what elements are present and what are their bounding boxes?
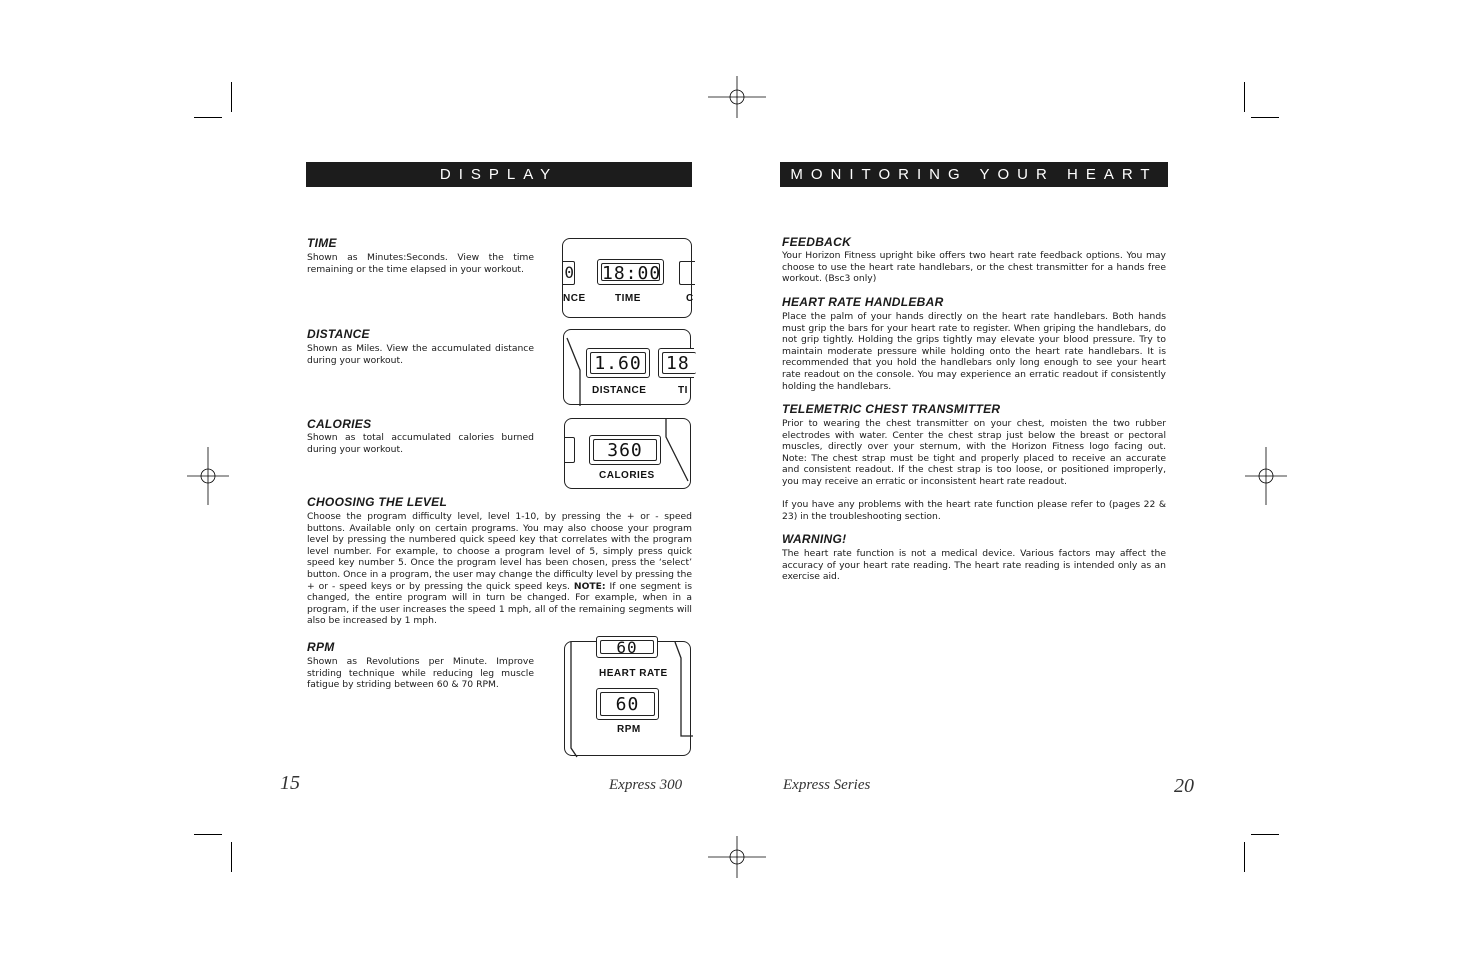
- distance-display-panel: [563, 329, 691, 405]
- crop-mark: [1244, 842, 1245, 872]
- rpm-display-panel: [564, 638, 691, 756]
- section-heading-chest-transmitter: TELEMETRIC CHEST TRANSMITTER: [782, 402, 1001, 416]
- rpm-label: RPM: [617, 724, 641, 735]
- registration-mark-icon: [1237, 447, 1295, 505]
- section-body-feedback: Your Horizon Fitness upright bike offers two heart rate feedback options. You may choose to use the heart rate handlebars, or the chest transmitter for a hands free workout. (Bsc3 only): [782, 250, 1166, 285]
- heart-rate-readout: 60: [600, 640, 654, 654]
- registration-mark-icon: [708, 68, 766, 126]
- time-lcd: [597, 259, 664, 285]
- next-readout: 18: [662, 352, 696, 374]
- crop-mark: [194, 834, 222, 835]
- section-body-warning: The heart rate function is not a medical device. Various factors may affect the accuracy of your heart rate reading. The heart rate reading is intended only as an exercise aid.: [782, 548, 1166, 583]
- crop-mark: [194, 117, 222, 118]
- calories-display-panel: [564, 418, 691, 489]
- section-heading-distance: DISTANCE: [307, 327, 370, 341]
- time-label: TIME: [615, 293, 641, 304]
- distance-label: DISTANCE: [592, 385, 647, 396]
- crop-mark: [231, 842, 232, 872]
- registration-mark-icon: [179, 447, 237, 505]
- rpm-lcd: [596, 688, 659, 720]
- console-bevel-icon: [673, 642, 693, 757]
- crop-mark: [231, 82, 232, 112]
- level-note-text: If one segment is changed, the entire program will in turn be changed. For example, when in a program, if the user increases the speed 1 mph, all of the remaining segments will also be increased by 1 mph.: [307, 580, 692, 627]
- crop-mark: [1251, 117, 1279, 118]
- section-body-handlebar: Place the palm of your hands directly on the heart rate handlebars. Both hands must grip the bars for your heart rate to register. When griping the handlebars, do not grip tightly. Holding the grips tightly may elevate your blood pressure. Try to maintain moderate pressure while holding onto the heart rate handlebars. It is recommended that you hold the handlebars only long enough to see your heart rate readout on the console. You may experience an erratic readout if consistently holding the handlebars.: [782, 311, 1166, 392]
- section-heading-handlebar: HEART RATE HANDLEBAR: [782, 295, 944, 309]
- calories-lcd: [589, 435, 661, 465]
- section-body-rpm: Shown as Revolutions per Minute. Improve striding technique while reducing leg muscle fatigue by striding between 60 & 70 RPM.: [307, 656, 534, 691]
- calories-label: CALORIES: [599, 470, 655, 481]
- section-body-level: [307, 511, 692, 627]
- console-bevel-icon: [662, 419, 692, 490]
- distance-label-fragment: NCE: [563, 293, 586, 304]
- section-heading-warning: WARNING!: [782, 532, 847, 546]
- left-page-header: DISPLAY: [306, 162, 692, 187]
- section-body-troubleshooting: If you have any problems with the heart rate function please refer to (pages 22 & 23) in the troubleshooting section.: [782, 499, 1166, 522]
- level-text: Choose the program difficulty level, level 1-10, by pressing the + or - speed buttons. Available only on certain programs. You may also choose your program level by pressing the numbered quick speed key that correlates with the program level number. For example, to choose a program level of 5, simply press quick speed key number 5. Once the program level has been chosen, press the ‘select’ button. Once in a program, the user may change the difficulty level by pressing the + or - speed keys or by pressing the quick speed keys.: [307, 511, 692, 592]
- right-page-number: 20: [1174, 775, 1194, 797]
- crop-mark: [1244, 82, 1245, 112]
- distance-lcd: [586, 348, 650, 378]
- next-label-fragment: C: [686, 293, 694, 304]
- crop-mark: [1251, 834, 1279, 835]
- note-label: NOTE:: [573, 580, 606, 592]
- left-page-footer: Express 300: [609, 777, 683, 793]
- next-label-fragment: TI: [678, 385, 688, 396]
- next-lcd: [658, 348, 694, 378]
- section-body-distance: Shown as Miles. View the accumulated distance during your workout.: [307, 343, 534, 366]
- section-body-calories: Shown as total accumulated calories burned during your workout.: [307, 432, 534, 455]
- section-body-time: Shown as Minutes:Seconds. View the time remaining or the time elapsed in your workout.: [307, 252, 534, 275]
- registration-mark-icon: [708, 828, 766, 886]
- section-heading-calories: CALORIES: [307, 417, 372, 431]
- right-page-header: MONITORING YOUR HEART RATE: [780, 162, 1168, 187]
- section-body-chest-transmitter: Prior to wearing the chest transmitter on your chest, moisten the two rubber electrodes with water. Center the chest strap just below the breast or pectoral muscles, directly over your sternum, with the Horizon Fitness logo facing out. Note: The chest strap must be tight and properly placed to receive an accurate and consistent readout. If the chest strap is too loose, or positioned improperly, you may receive an erratic or inconsistent heart rate readout.: [782, 418, 1166, 487]
- heart-rate-label: HEART RATE: [599, 668, 668, 679]
- calories-readout: 360: [593, 439, 657, 461]
- rpm-readout: 60: [600, 692, 655, 716]
- section-heading-feedback: FEEDBACK: [782, 235, 852, 249]
- section-heading-level: CHOOSING THE LEVEL: [307, 495, 448, 509]
- section-heading-time: TIME: [307, 236, 337, 250]
- section-heading-rpm: RPM: [307, 640, 335, 654]
- time-readout: 18:00: [602, 263, 662, 284]
- console-bevel-icon: [565, 642, 585, 757]
- distance-readout: 1.60: [590, 352, 646, 374]
- time-display-panel: 0 18:00 NCE TIME C: [562, 238, 692, 318]
- left-page-number: 15: [280, 772, 300, 794]
- right-page-footer: Express Series: [783, 777, 871, 793]
- heart-rate-lcd: [596, 636, 658, 658]
